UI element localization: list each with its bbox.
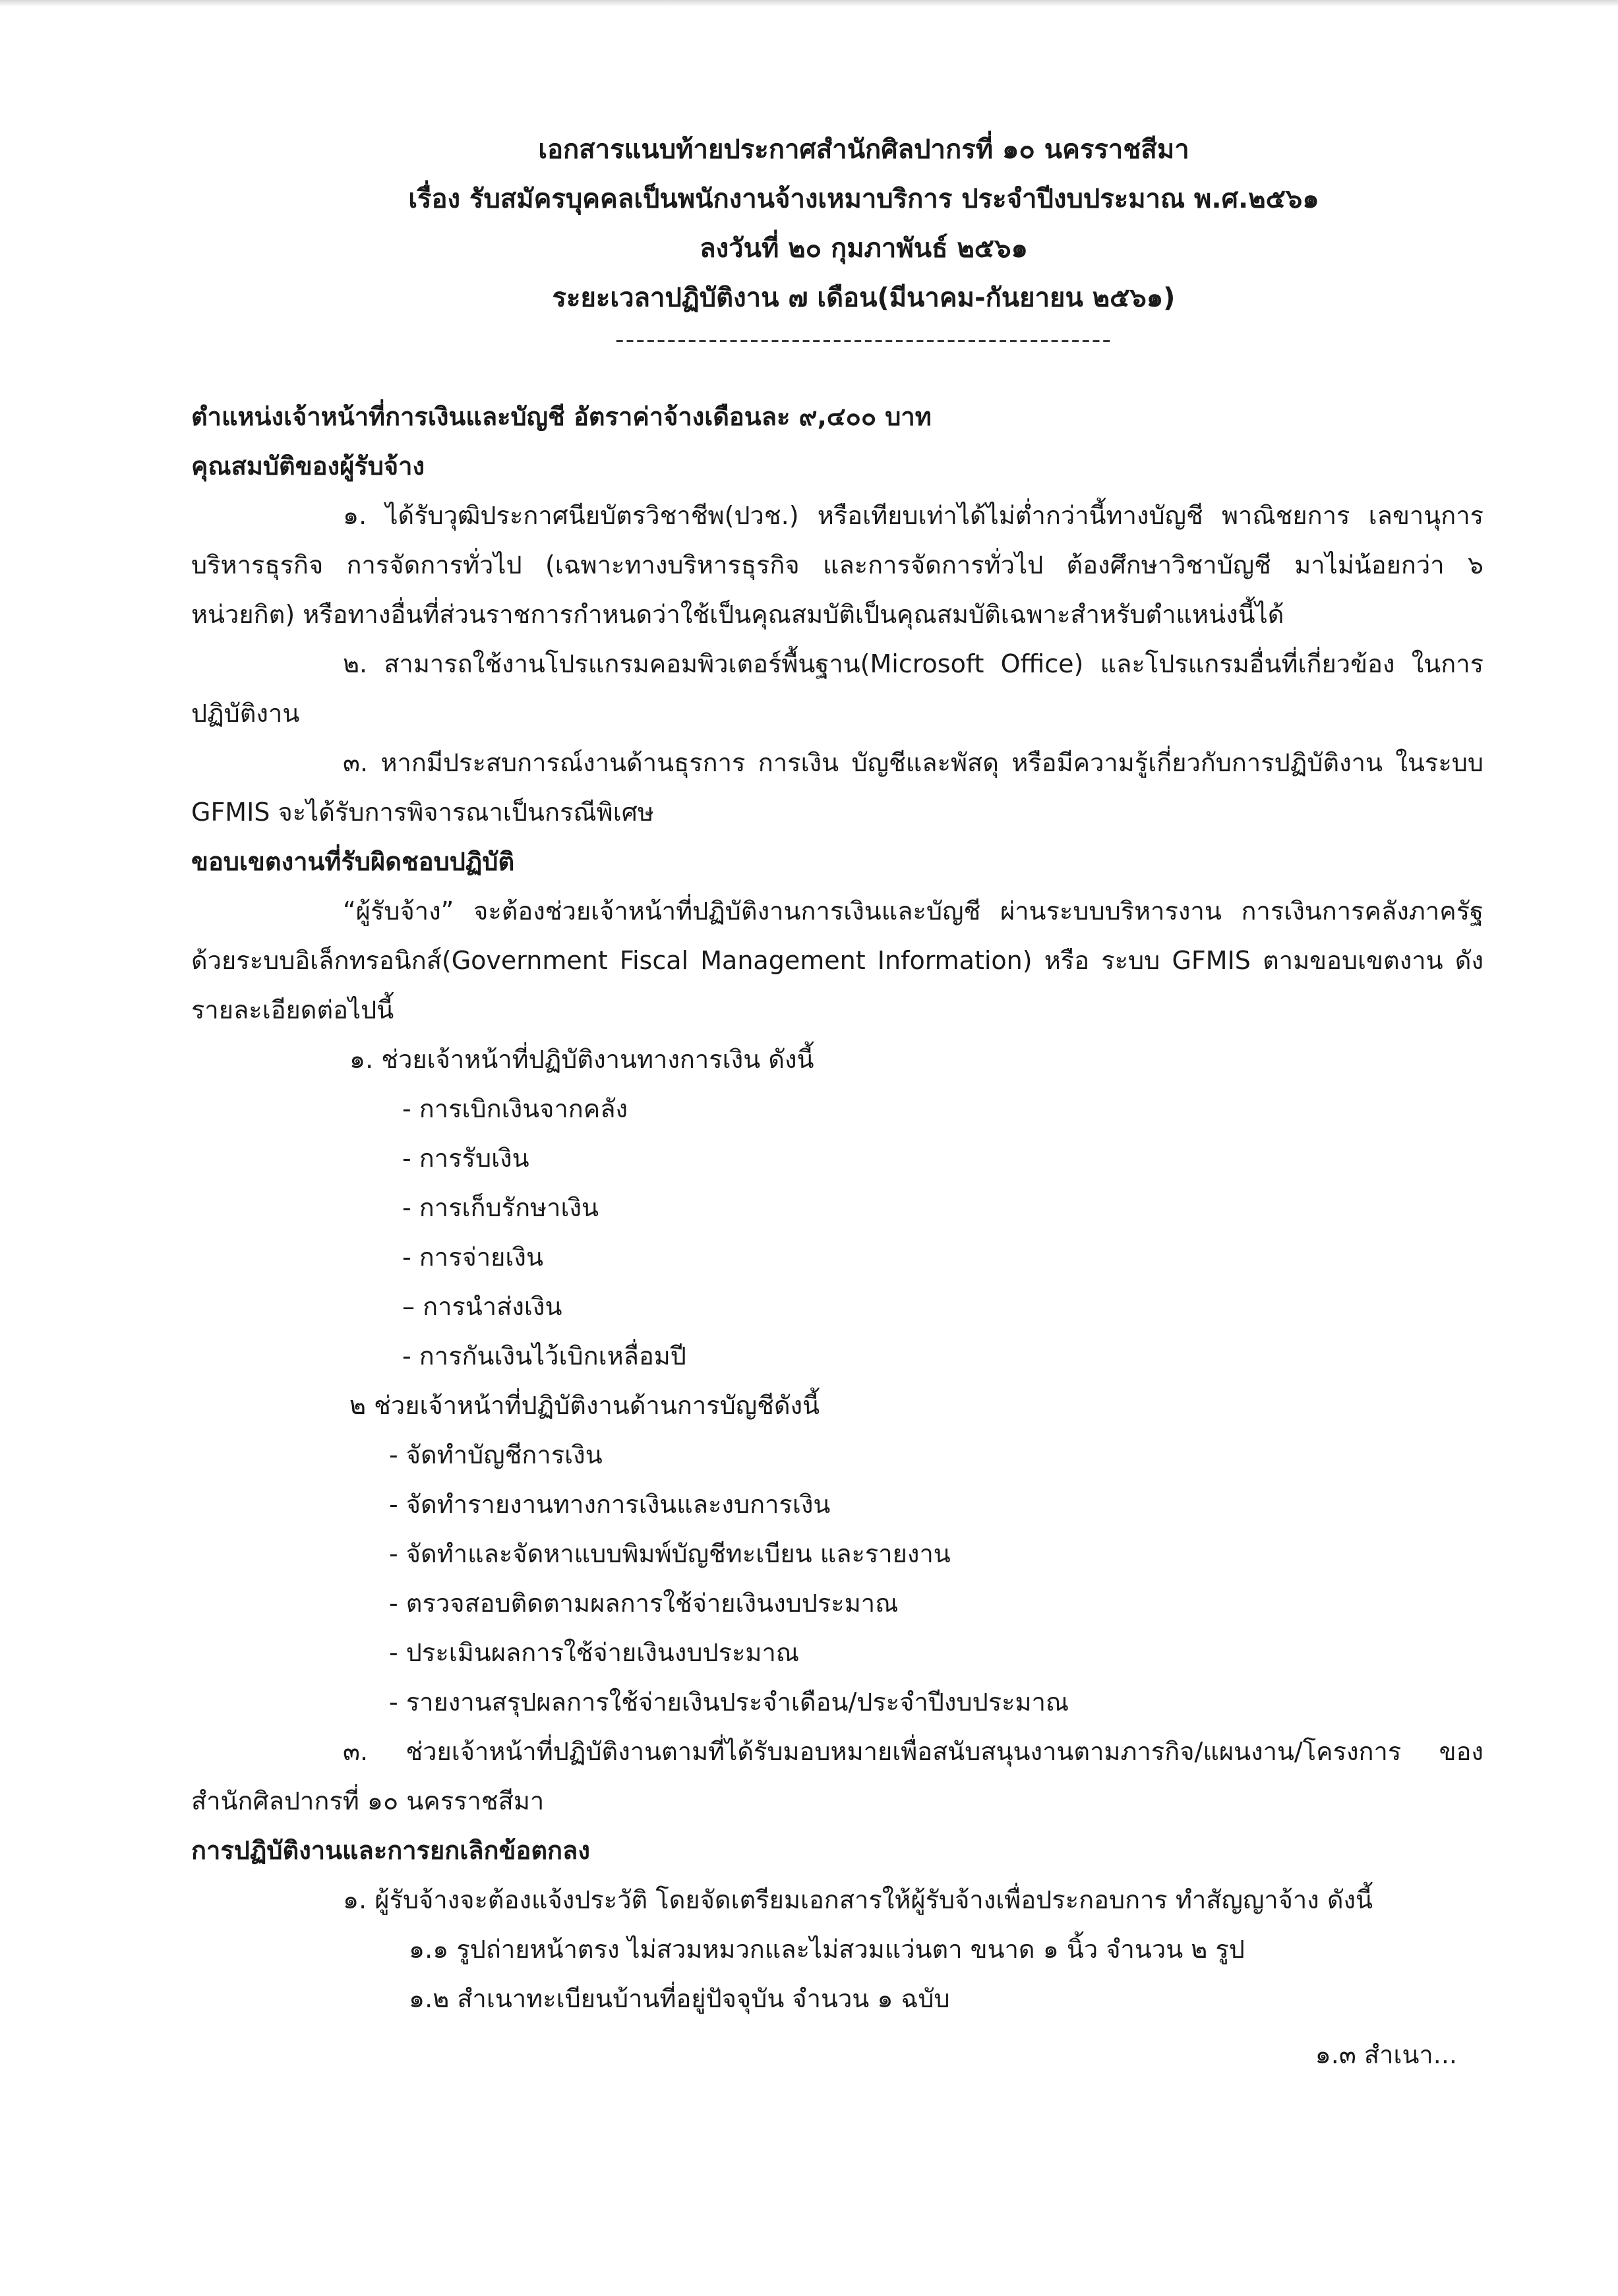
document-header [244,125,1483,323]
qualification-3: ๓. หากมีประสบการณ์งานด้านธุรการ การเงิน บัญชีและพัสดุ หรือมีความรู้เกี่ยวกับการปฏิบัติงาน ในระบบ GFMIS จะได้รับการพิจารณาเป็นกรณีพิเศษ [191,748,1483,827]
document-page [191,125,1483,2080]
qualification-2: ๒. สามารถใช้งานโปรแกรมคอมพิวเตอร์พื้นฐาน(Microsoft Office) และโปรแกรมอื่นที่เกี่ยวข้อง ในการปฏิบัติงาน [191,649,1483,728]
header-line-1: เอกสารแนบท้ายประกาศสำนักศิลปากรที่ ๑๐ นครราชสีมา [538,134,1189,165]
scope-intro: “ผู้รับจ้าง” จะต้องช่วยเจ้าหน้าที่ปฏิบัติงานการเงินและบัญชี ผ่านระบบบริหารงาน การเงินการคลังภาครัฐ ด้วยระบบอิเล็กทรอนิกส์(Government Fiscal Management Information) หรือ ระบบ GFMIS ตามขอบเขตงาน ดังรายละเอียดต่อไปนี้ [191,897,1483,1024]
scope-item-3: ๓. ช่วยเจ้าหน้าที่ปฏิบัติงานตามที่ได้รับมอบหมายเพื่อสนับสนุนงานตามภารกิจ/แผนงาน/โครงการ ของสำนักศิลปากรที่ ๑๐ นครราชสีมา [191,1737,1483,1815]
scope-item-1: ๑. ช่วยเจ้าหน้าที่ปฏิบัติงานทางการเงิน ดังนี้ [349,1045,814,1074]
qualifications-heading: คุณสมบัติของผู้รับจ้าง [191,452,425,481]
list-item: - ประเมินผลการใช้จ่ายเงินงบประมาณ [389,1638,800,1667]
termination-heading: การปฏิบัติงานและการยกเลิกข้อตกลง [191,1836,590,1865]
list-item: – การนำส่งเงิน [402,1292,562,1321]
header-line-3: ลงวันที่ ๒๐ กุมภาพันธ์ ๒๕๖๑ [700,233,1028,264]
header-line-4: ระยะเวลาปฏิบัติงาน ๗ เดือน(มีนาคม-กันยายน ๒๕๖๑) [552,283,1176,313]
list-item: - การกันเงินไว้เบิกเหลื่อมปี [402,1341,686,1370]
list-item: ๑.๒ สำเนาทะเบียนบ้านที่อยู่ปัจจุบัน จำนวน ๑ ฉบับ [409,1984,950,2013]
header-divider: ------------------------------------------------ [614,325,1113,354]
scope-item-2: ๒ ช่วยเจ้าหน้าที่ปฏิบัติงานด้านการบัญชีดังนี้ [349,1391,820,1420]
list-item: - รายงานสรุปผลการใช้จ่ายเงินประจำเดือน/ประจำปีงบประมาณ [389,1688,1069,1717]
list-item: ๑.๑ รูปถ่ายหน้าตรง ไม่สวมหมวกและไม่สวมแว่นตา ขนาด ๑ นิ้ว จำนวน ๒ รูป [409,1935,1245,1964]
scope-heading: ขอบเขตงานที่รับผิดชอบปฏิบัติ [191,847,515,876]
list-item: - การเบิกเงินจากคลัง [402,1094,628,1123]
qualification-1: ๑. ได้รับวุฒิประกาศนียบัตรวิชาชีพ(ปวช.) หรือเทียบเท่าได้ไม่ต่ำกว่านี้ทางบัญชี พาณิชยการ เลขานุการ บริหารธุรกิจ การจัดการทั่วไป (เฉพาะทางบริหารธุรกิจ และการจัดการทั่วไป ต้องศึกษาวิชาบัญชี มาไม่น้อยกว่า ๖ หน่วยกิต) หรือทางอื่นที่ส่วนราชการกำหนดว่าใช้เป็นคุณสมบัติเป็นคุณสมบัติเฉพาะสำหรับตำแหน่งนี้ได้ [191,501,1483,629]
header-line-2: เรื่อง รับสมัครบุคคลเป็นพนักงานจ้างเหมาบริการ ประจำปีงบประมาณ พ.ศ.๒๕๖๑ [408,184,1319,214]
list-item: - ตรวจสอบติดตามผลการใช้จ่ายเงินงบประมาณ [389,1589,899,1618]
list-item: - การเก็บรักษาเงิน [402,1193,599,1222]
page-continuation: ๑.๓ สำเนา... [1315,2040,1457,2069]
scan-edge [0,0,1618,7]
termination-item-1: ๑. ผู้รับจ้างจะต้องแจ้งประวัติ โดยจัดเตรียมเอกสารให้ผู้รับจ้างเพื่อประกอบการ ทำสัญญาจ้าง ดังนี้ [343,1885,1373,1914]
list-item: - จัดทำรายงานทางการเงินและงบการเงิน [389,1490,831,1519]
list-item: - จัดทำบัญชีการเงิน [389,1440,603,1469]
position-title: ตำแหน่งเจ้าหน้าที่การเงินและบัญชี อัตราค่าจ้างเดือนละ ๙,๔๐๐ บาท [191,402,932,431]
list-item: - การรับเงิน [402,1144,529,1173]
list-item: - การจ่ายเงิน [402,1243,543,1272]
list-item: - จัดทำและจัดหาแบบพิมพ์บัญชีทะเบียน และรายงาน [389,1539,951,1568]
